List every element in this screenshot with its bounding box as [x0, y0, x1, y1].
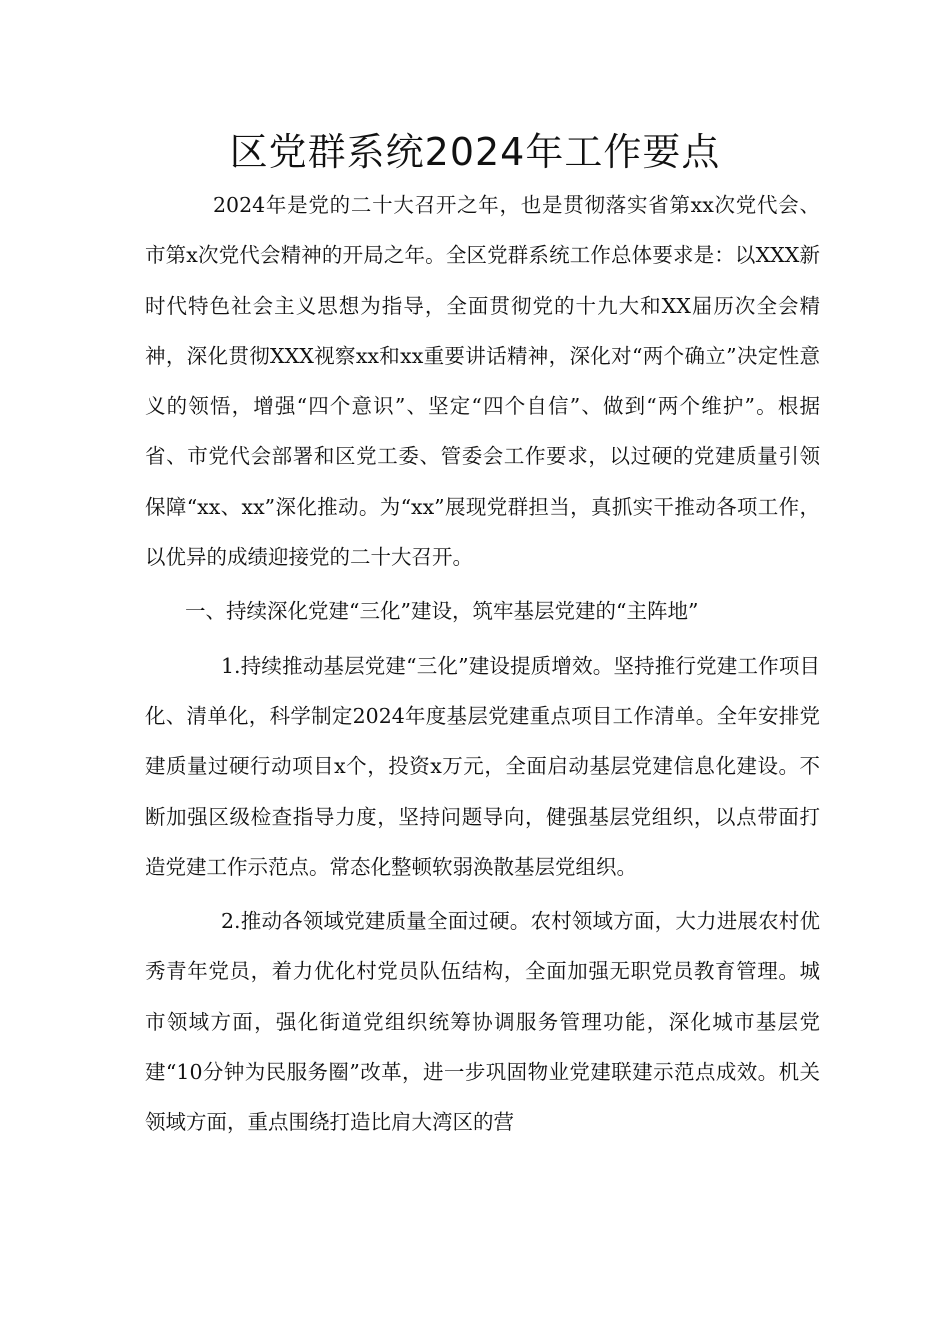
section-heading-1: 一、持续深化党建“三化”建设，筑牢基层党建的“主阵地”	[185, 599, 699, 624]
item-paragraph-2: 2.推动各领域党建质量全面过硬。农村领域方面，大力进展农村优秀青年党员，着力优化村党员队伍结构，全面加强无职党员教育管理。城市领域方面，强化街道党组织统筹协调服务管理功能，深化城市基层党建“10分钟为民服务圈”改革，进一步巩固物业党建联建示范点成效。机关领域方面，重点围绕打造比肩大湾区的营	[145, 909, 820, 1135]
document-body	[145, 180, 820, 1148]
item-paragraph-1: 1.持续推动基层党建“三化”建设提质增效。坚持推行党建工作项目化、清单化，科学制定2024年度基层党建重点项目工作清单。全年安排党建质量过硬行动项目x个，投资x万元，全面启动基层党建信息化建设。不断加强区级检查指导力度，坚持问题导向，健强基层党组织，以点带面打造党建工作示范点。常态化整顿软弱涣散基层党组织。	[145, 653, 820, 879]
document-title: 区党群系统2024年工作要点	[229, 130, 721, 174]
intro-paragraph: 2024年是党的二十大召开之年，也是贯彻落实省第xx次党代会、市第x次党代会精神的开局之年。全区党群系统工作总体要求是：以XXX新时代特色社会主义思想为指导，全面贯彻党的十九大和XX届历次全会精神，深化贯彻XXX视察xx和xx重要讲话精神，深化对“两个确立”决定性意义的领悟，增强“四个意识”、坚定“四个自信”、做到“两个维护”。根据省、市党代会部署和区党工委、管委会工作要求，以过硬的党建质量引领保障“xx、xx”深化推动。为“xx”展现党群担当，真抓实干推动各项工作，以优异的成绩迎接党的二十大召开。	[145, 193, 820, 570]
